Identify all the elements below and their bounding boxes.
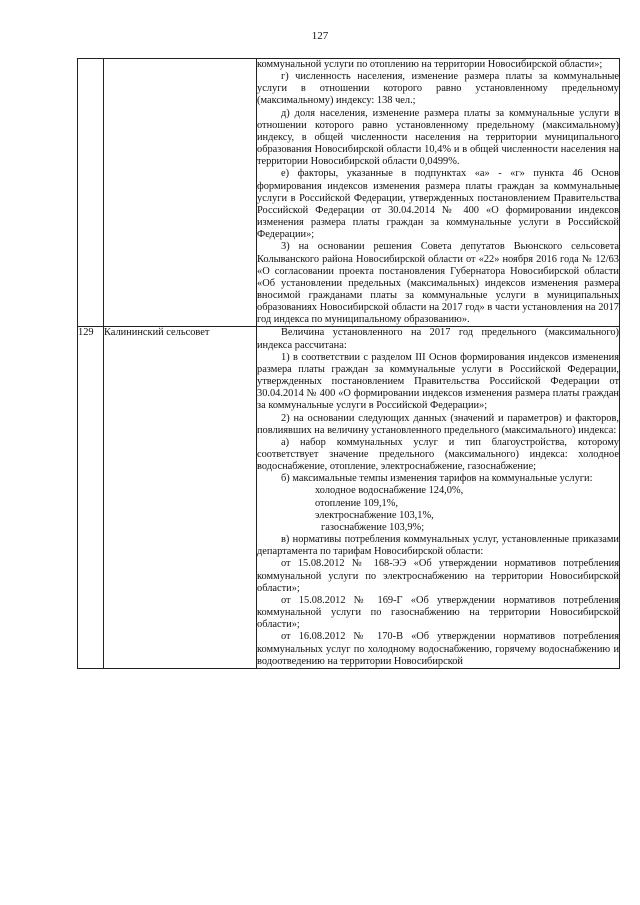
paragraph: е) факторы, указанные в подпунктах «а» - «г» пункта 46 Основ формирования индексов изменения размера платы граждан за коммунальные услуги в Российской Федерации, утвержденных постановлением Правительства Российской Федерации от 30.04.2014 № 400 «О формировании индексов изменения размера платы граждан за коммунальные услуги в Российской Федерации»;: [257, 168, 619, 241]
description-cell: [257, 327, 620, 668]
settlement-name-cell: [104, 59, 257, 327]
paragraph: а) набор коммунальных услуг и тип благоустройства, которому соответствует значение предельного (максимального) индекса: холодное водоснабжение, отопление, электроснабжение, газоснабжение;: [257, 436, 619, 473]
description-cell: [257, 59, 620, 327]
paragraph: 2) на основании следующих данных (значений и параметров) и факторов, повлиявших на величину установленного предельного (максимального) индекса:: [257, 412, 619, 436]
tariff-line: отопление 109,1%,: [315, 497, 398, 509]
paragraph: г) численность населения, изменение размера платы за коммунальные услуги в отношении которого равно установленному предельному (максимальному) индексу: 138 чел.;: [257, 71, 619, 107]
paragraph: от 15.08.2012 № 169-Г «Об утверждении нормативов потребления коммунальной услуги по газоснабжению на территории Новосибирской области»;: [257, 594, 619, 631]
paragraph: в) нормативы потребления коммунальных услуг, установленные приказами департамента по тарифам Новосибирской области:: [257, 534, 619, 558]
tariff-line: холодное водоснабжение 124,0%,: [315, 485, 464, 497]
paragraph: б) максимальные темпы изменения тарифов на коммунальные услуги:: [281, 473, 593, 485]
paragraph: Величина установленного на 2017 год предельного (максимального) индекса рассчитана:: [257, 327, 619, 351]
paragraph: от 15.08.2012 № 168-ЭЭ «Об утверждении нормативов потребления коммунальной услуги по электроснабжению на территории Новосибирской области»;: [257, 558, 619, 594]
table-row: [78, 327, 620, 668]
page-number: 127: [311, 30, 329, 42]
table-row: [78, 59, 620, 327]
settlement-name-cell: Калининский сельсовет: [104, 327, 257, 668]
paragraph: от 16.08.2012 № 170-В «Об утверждении нормативов потребления коммунальных услуг по холодному водоснабжению, горячему водоснабжению и водоотведению на территории Новосибирской: [257, 631, 619, 667]
paragraph: коммунальной услуги по отоплению на территории Новосибирской области»;: [257, 59, 603, 70]
settlements-table: [77, 58, 620, 669]
row-number-cell: 129: [78, 327, 104, 668]
tariff-line: электроснабжение 103,1%,: [315, 509, 434, 521]
paragraph: д) доля населения, изменение размера платы за коммунальные услуги в отношении которого равно установленному предельному (максимальному) индексу, в общей численности населения на территории муниципального образования Новосибирской области 10,4% и в общей численности населения на территории Новосибирской области 0,0499%.: [257, 107, 619, 168]
tariff-line: газоснабжение 103,9%;: [321, 521, 425, 533]
paragraph: 3) на основании решения Совета депутатов Вьюнского сельсовета Колыванского района Новосибирской области от «22» ноября 2016 года № 12/63 «О согласовании проекта постановления Губернатора Новосибирской области «Об установлении предельных (максимальных) индексов изменения размера вносимой гражданами платы за коммунальные услуги в муниципальных образованиях Новосибирской области на 2017 год» в части установления на 2017 год индекса по муниципальному образованию».: [257, 241, 619, 326]
paragraph: 1) в соответствии с разделом III Основ формирования индексов изменения размера платы граждан за коммунальные услуги в Российской Федерации, утвержденных постановлением Правительства Российской Федерации от 30.04.2014 № 400 «О формировании индексов изменения размера платы граждан за коммунальные услуги в Российской Федерации»;: [257, 351, 619, 412]
row-number-cell: [78, 59, 104, 327]
